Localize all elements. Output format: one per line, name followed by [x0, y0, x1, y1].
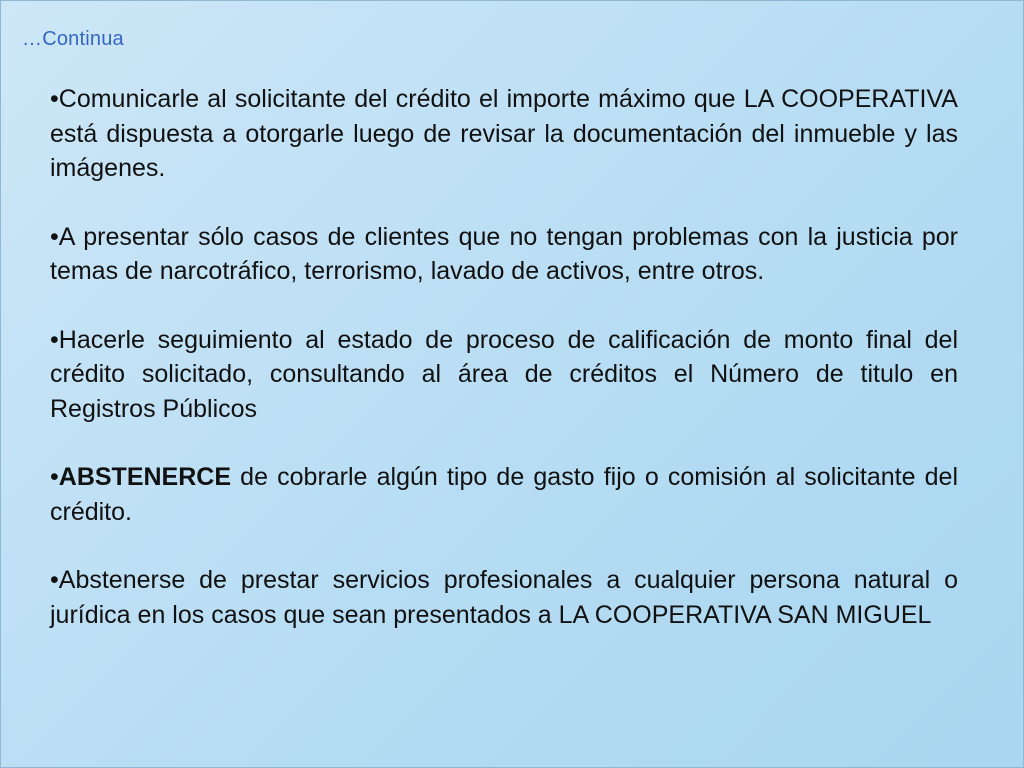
bullet-text: Abstenerse de prestar servicios profesionales a cualquier persona natural o jurídica en los casos que sean presentados a LA COOPERATIVA SAN MIGUEL — [50, 566, 958, 629]
bullet-mark: • — [50, 325, 59, 354]
bullet-mark: • — [50, 566, 59, 594]
bullet-item — [50, 460, 958, 529]
bullet-mark: • — [50, 463, 59, 491]
bullet-mark: • — [50, 222, 59, 251]
bullet-emphasis: ABSTENERCE — [58, 463, 232, 491]
bullet-item — [50, 323, 958, 427]
bullet-text: A presentar sólo casos de clientes que no tengan problemas con la justicia por temas de narcotráfico, terrorismo, lavado de activos, entre otros. — [50, 222, 958, 285]
bullet-text: de cobrarle algún tipo de gasto fijo o comisión al solicitante del crédito. — [50, 463, 958, 526]
bullet-list — [50, 82, 958, 632]
bullet-item — [50, 220, 958, 289]
continuation-heading: …Continua — [22, 28, 124, 50]
bullet-item — [50, 563, 958, 632]
bullet-mark: • — [50, 85, 59, 113]
bullet-item — [50, 82, 958, 186]
bullet-text: Hacerle seguimiento al estado de proceso de calificación de monto final del crédito solicitado, consultando al área de créditos el Número de titulo en Registros Públicos — [50, 325, 958, 423]
bullet-text: Comunicarle al solicitante del crédito el importe máximo que LA COOPERATIVA está dispuesta a otorgarle luego de revisar la documentación del inmueble y las imágenes. — [50, 85, 958, 182]
